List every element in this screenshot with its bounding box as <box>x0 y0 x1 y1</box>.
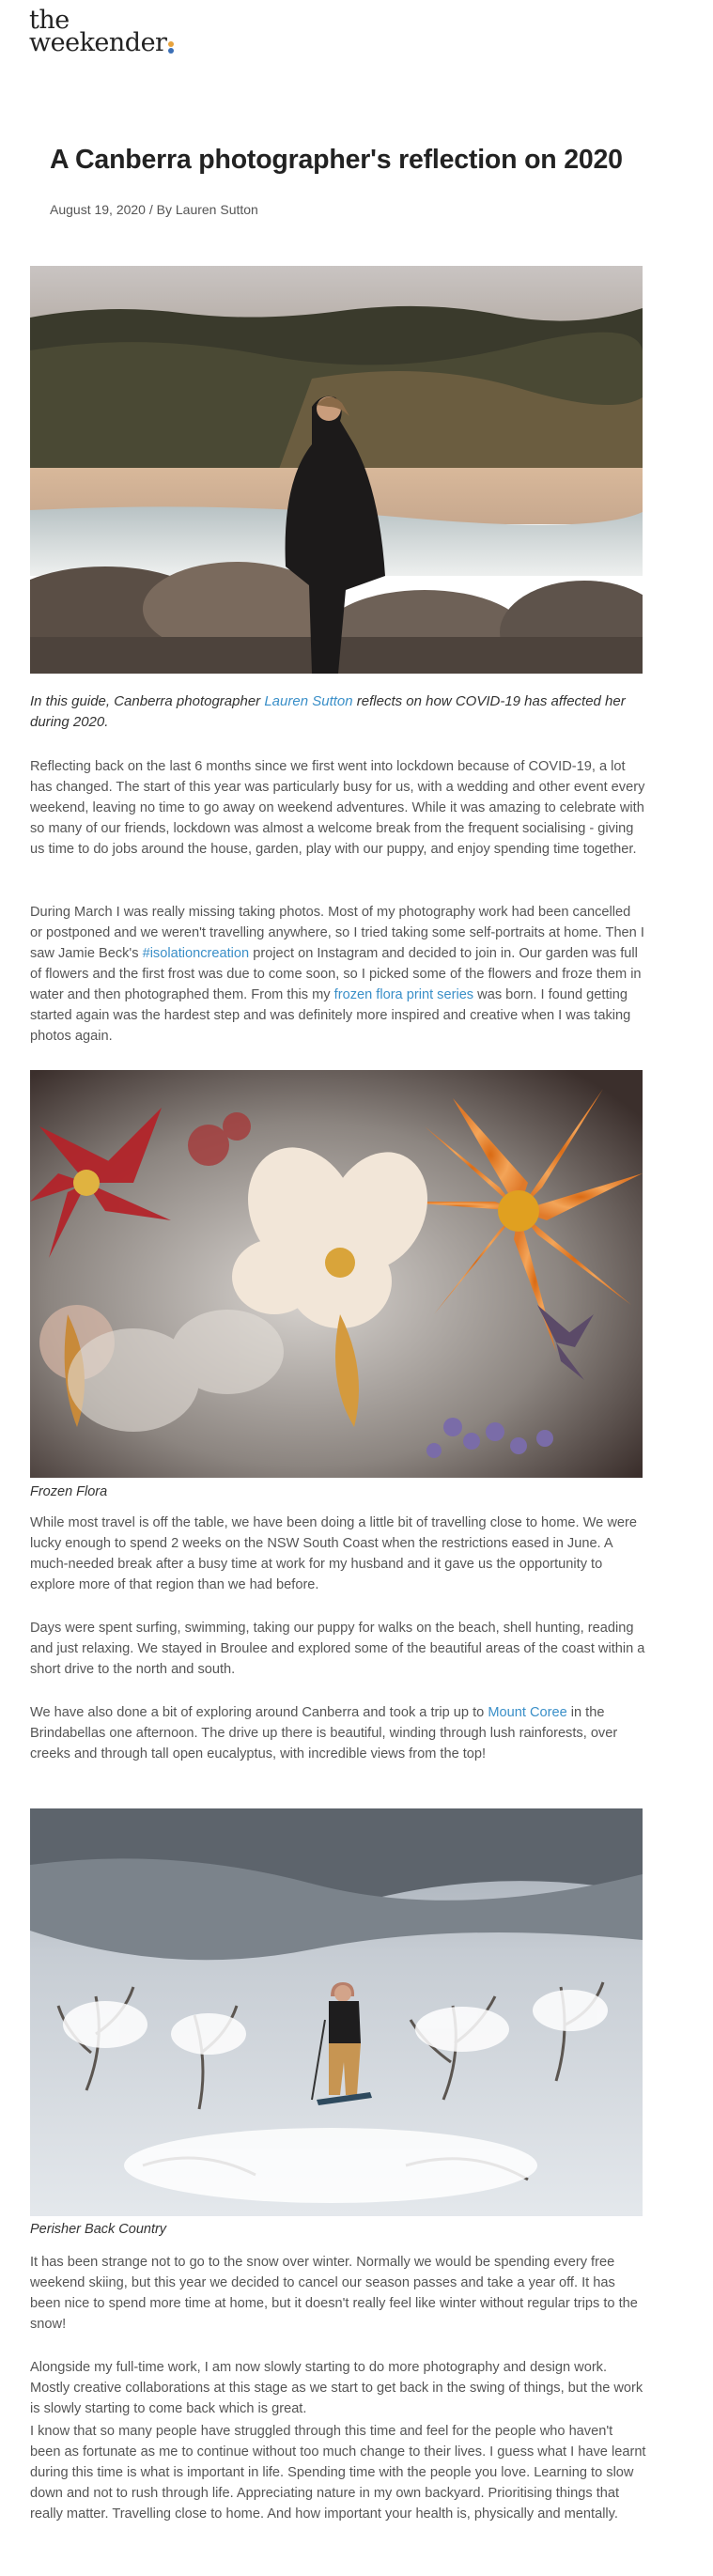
logo-line-1: the <box>29 6 70 35</box>
photographer-link[interactable]: Lauren Sutton <box>264 693 353 709</box>
site-logo[interactable] <box>29 6 236 58</box>
frozen-flora-photo <box>30 1070 643 1478</box>
article-meta: August 19, 2020 / By Lauren Sutton <box>50 202 258 217</box>
intro-before: In this guide, Canberra photographer <box>30 693 265 709</box>
mount-coree-link[interactable]: Mount Coree <box>488 1705 567 1720</box>
caption-perisher: Perisher Back Country <box>30 2222 167 2237</box>
paragraph-2-c: was born. I found getting started again was the hardest step and was definitely more inspired and creative when I was taking photos again. <box>30 987 631 1044</box>
intro-text <box>30 691 650 733</box>
paragraph-2 <box>30 902 646 1047</box>
article-title: A Canberra photographer's reflection on 2020 <box>50 145 623 175</box>
paragraph-5-a: We have also done a bit of exploring around Canberra and took a trip up to <box>30 1705 488 1720</box>
site-header <box>29 6 236 58</box>
frozen-flora-link[interactable]: frozen flora print series <box>333 987 474 1002</box>
paragraph-8: I know that so many people have struggled through this time and feel for the people who haven't been as fortunate as me to continue without too much change to their lives. I guess what I have learnt during this time is what is important in life. Spending time with the people you love. Learning to slow down and not to rush through life. Appreciating nature in my own backyard. Prioritising things that really matter. Travelling close to home. And how important your health is, physically and mentally. <box>30 2424 646 2522</box>
isolationcreation-link[interactable]: #isolationcreation <box>142 946 250 961</box>
logo-word: weekender <box>29 28 167 58</box>
logo-line-2 <box>29 28 236 58</box>
paragraph-2-a: During March I was really missing taking photos. Most of my photography work had been cancelled or postponed and we weren't travelling anywhere, so I tried taking some self-portraits at home. Then I saw Jamie Beck's <box>30 905 644 961</box>
paragraph-5 <box>30 1702 646 1764</box>
paragraph-2-b: project on Instagram and decided to join in. Our garden was full of flowers and the first frost was due to come soon, so I picked some of the flowers and froze them in water and then photographed them. From this my <box>30 946 642 1002</box>
perisher-photo <box>30 1808 643 2216</box>
intro-after: reflects on how COVID-19 has affected her during 2020. <box>30 693 626 730</box>
logo-dot-blue <box>168 48 174 54</box>
hero-photo-beach <box>30 266 643 674</box>
paragraph-6: It has been strange not to go to the snow over winter. Normally we would be spending every free weekend skiing, but this year we decided to cancel our season passes and take a year off. It has been nice to spend more time at home, but it doesn't really feel like winter without regular trips to the snow! <box>30 2255 638 2332</box>
paragraph-1: Reflecting back on the last 6 months since we first went into lockdown because of COVID-19, a lot has changed. The start of this year was particularly busy for us, with a wedding and other event every weekend, leaving no time to go away on weekend adventures. While it was amazing to celebrate with so many of our friends, lockdown was almost a welcome break from the frequent socialising - giving us time to do jobs around the house, garden, play with our puppy, and enjoy spending time together. <box>30 759 645 857</box>
caption-frozen-flora: Frozen Flora <box>30 1484 108 1499</box>
paragraph-7: Alongside my full-time work, I am now slowly starting to do more photography and design work. Mostly creative collaborations at this stage as we start to get back in the swing of things, but the work is slowly starting to come back which is great. <box>30 2360 643 2416</box>
paragraph-5-b: in the Brindabellas one afternoon. The drive up there is beautiful, winding through lush rainforests, over creeks and through tall open eucalyptus, with incredible views from the top! <box>30 1705 618 1761</box>
logo-dot-orange <box>168 41 174 47</box>
paragraph-4: Days were spent surfing, swimming, taking our puppy for walks on the beach, shell hunting, reading and just relaxing. We stayed in Broulee and explored some of the beautiful areas of the coast within a short drive to the north and south. <box>30 1621 645 1677</box>
paragraph-3: While most travel is off the table, we have been doing a little bit of travelling close to home. We were lucky enough to spend 2 weeks on the NSW South Coast when the restrictions eased in June. A much-needed break after a busy time at work for my husband and it gave us the opportunity to explore more of that region than we had before. <box>30 1515 637 1592</box>
